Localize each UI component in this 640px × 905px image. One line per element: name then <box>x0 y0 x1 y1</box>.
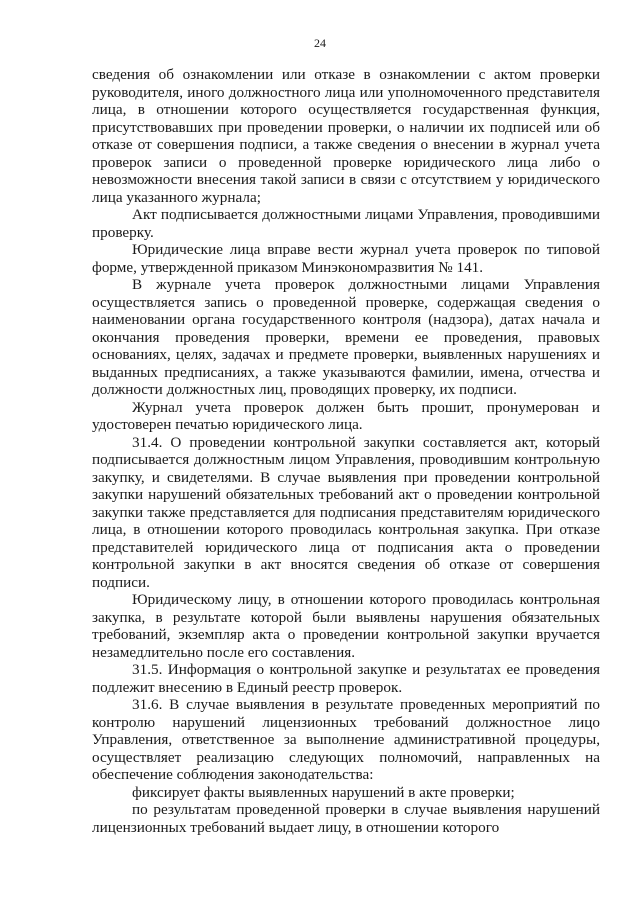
paragraph-unified-register: 31.5. Информация о контрольной закупке и результатах ее проведения подлежит внесению в Единый реестр проверок. <box>92 661 600 696</box>
body-text <box>92 66 600 836</box>
paragraph-inspection-act-details: сведения об ознакомлении или отказе в ознакомлении с актом проверки руководителя, иного должностного лица или уполномоченного представителя лица, в отношении которого осуществляется государственная функция, присутствовавших при проведении проверки, о наличии их подписей или об отказе от совершения подписи, а также сведения о внесении в журнал учета проверок записи о проведенной проверке юридического лица либо о невозможности внесения такой записи в связи с отсутствием у юридического лица указанного журнала; <box>92 66 600 206</box>
page-number: 24 <box>314 36 326 50</box>
paragraph-license-violations: 31.6. В случае выявления в результате проведенных мероприятий по контролю нарушений лицензионных требований должностное лицо Управления, ответственное за выполнение административной процедуры, осуществляет реализацию следующих полномочий, направленных на обеспечение соблюдения законодательства: <box>92 696 600 783</box>
paragraph-journal-binding: Журнал учета проверок должен быть прошит, пронумерован и удостоверен печатью юридического лица. <box>92 398 600 433</box>
paragraph-issue-order: по результатам проведенной проверки в случае выявления нарушений лицензионных требований выдает лицу, в отношении которого <box>92 801 600 836</box>
paragraph-record-violations: фиксирует факты выявленных нарушений в акте проверки; <box>132 783 515 801</box>
paragraph-control-purchase-act: 31.4. О проведении контрольной закупки составляется акт, который подписывается должностным лицом Управления, проводившим контрольную закупку, и свидетелями. В случае выявления при проведении контрольной закупки нарушений обязательных требований акт о проведении контрольной закупки также представляется для подписания представителям юридического лица, в отношении которого проводилась контрольная закупка. При отказе представителей юридического лица от подписания акта о проведении контрольной закупки в акт вносятся сведения об отказе от совершения подписи. <box>92 433 600 591</box>
paragraph-act-signing: Акт подписывается должностными лицами Управления, проводившими проверку. <box>92 206 600 241</box>
paragraph-journal-right: Юридические лица вправе вести журнал учета проверок по типовой форме, утвержденной приказом Минэкономразвития № 141. <box>92 241 600 276</box>
paragraph-journal-entry: В журнале учета проверок должностными лицами Управления осуществляется запись о проведенной проверке, содержащая сведения о наименовании органа государственного контроля (надзора), датах начала и окончания проведения проверки, времени ее проведения, правовых основаниях, целях, задачах и предмете проверки, выявленных нарушениях и выданных предписаниях, а также указываются фамилии, имена, отчества и должности должностных лиц, проводящих проверку, их подписи. <box>92 276 600 398</box>
paragraph-act-delivery: Юридическому лицу, в отношении которого проводилась контрольная закупка, в результате которой были выявлены нарушения обязательных требований, экземпляр акта о проведении контрольной закупки вручается незамедлительно после его составления. <box>92 591 600 661</box>
